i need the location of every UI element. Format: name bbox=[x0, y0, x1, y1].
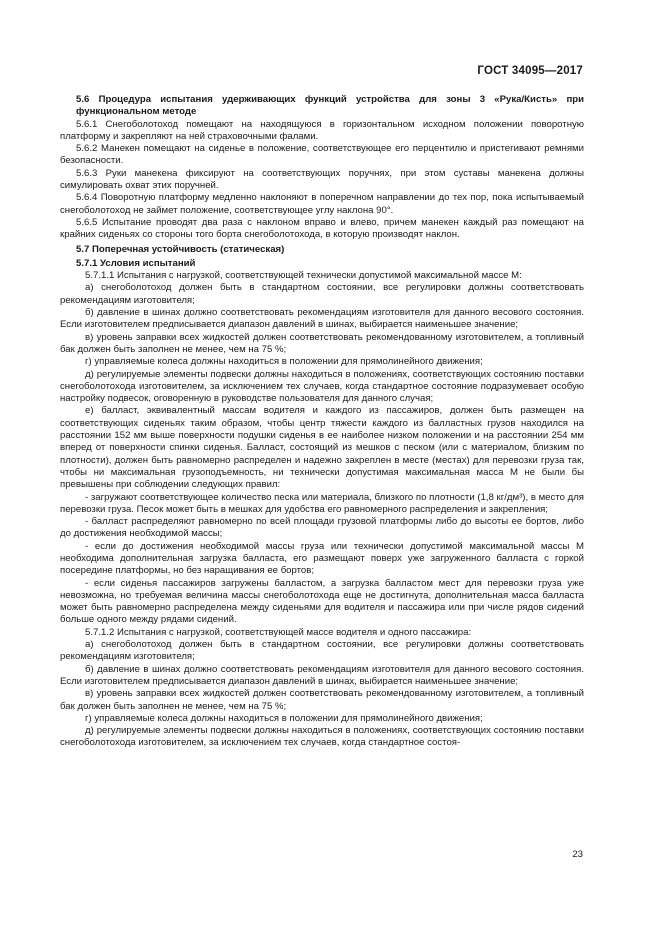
body-paragraph: б) давление в шинах должно соответствовать рекомендациям изготовителя для данного весового состояния. Если изготовителем предписывается диапазон давлений в шинах, выбирается наименьшее значение; bbox=[60, 307, 584, 331]
body-paragraph: е) балласт, эквивалентный массам водителя и каждого из пассажиров, должен быть размещен на соответствующих сиденьях таким образом, чтобы центр тяжести каждого из балластных грузов находился на расстоянии 152 мм выше поверхности подушки сиденья в ее наиболее низком положении и на расстоянии 254 мм вперед от поверхности спинки сиденья. Балласт, состоящий из мешков с песком (или с материалом, близким по плотности), должен быть равномерно распределен и надежно закреплен в месте (местах) для перевозки груза так, чтобы ни максимальная грузоподъемность, ни технически допустимая максимальная масса M не были бы превышены при соблюдении следующих правил: bbox=[60, 405, 584, 491]
body-paragraph: 5.6.3 Руки манекена фиксируют на соответствующих поручнях, при этом суставы манекена должны симулировать охват этих поручней. bbox=[60, 167, 584, 192]
body-paragraph: 5.6.5 Испытание проводят два раза с наклоном вправо и влево, причем манекен каждый раз помещают на крайних сиденьях со стороны того борта снегоболотохода, в которую производят наклон. bbox=[60, 216, 584, 241]
body-paragraph: - балласт распределяют равномерно по всей площади грузовой платформы либо до высоты ее бортов, либо до достижения необходимой массы; bbox=[60, 516, 584, 540]
body-paragraph: в) уровень заправки всех жидкостей должен соответствовать рекомендованному изготовителем, а топливный бак должен быть заполнен не менее, чем на 75 %; bbox=[60, 331, 584, 355]
body-paragraph: 5.6.2 Манекен помещают на сиденье в положение, соответствующее его перцентилю и пристегивают ремнями безопасности. bbox=[60, 143, 584, 167]
document-body bbox=[60, 94, 584, 750]
body-paragraph: б) давление в шинах должно соответствовать рекомендациям изготовителя для данного весового состояния. Если изготовителем предписывается диапазон давлений в шинах, выбирается наименьшее значение; bbox=[60, 663, 584, 687]
body-paragraph: в) уровень заправки всех жидкостей должен соответствовать рекомендованному изготовителем, а топливный бак должен быть заполнен не менее, чем на 75 %; bbox=[60, 688, 584, 712]
body-paragraph: - если сиденья пассажиров загружены балластом, а загрузка балластом мест для перевозки груза уже невозможна, но требуемая величина массы снегоболотохода еще не достигнута, дополнительная масса балласта может быть равномерно распределена между сиденьями для водителя и пассажира или при числе рядов сидений больше одного между рядами сидений. bbox=[60, 577, 584, 626]
body-paragraph: - если до достижения необходимой массы груза или технически допустимой максимальной массы M необходима дополнительная загрузка балласта, его размещают поверх уже загруженного балласта с горкой посередине платформы, но без наращивания ее бортов; bbox=[60, 540, 584, 577]
body-paragraph: 5.7.1.1 Испытания с нагрузкой, соответствующей технически допустимой максимальной массе M: bbox=[85, 270, 522, 282]
body-paragraph: а) снегоболотоход должен быть в стандартном состоянии, все регулировки должны соответствовать рекомендациям изготовителя; bbox=[60, 282, 584, 306]
body-paragraph: 5.6.4 Поворотную платформу медленно наклоняют в поперечном направлении до тех пор, пока испытываемый снегоболотоход не займет положение, соответствующее углу наклона 90°. bbox=[60, 192, 584, 216]
section-heading: 5.7.1 Условия испытаний bbox=[76, 257, 196, 269]
body-paragraph: - загружают соответствующее количество песка или материала, близкого по плотности (1,8 кг/дм³), в место для перевозки груза. Песок может быть в мешках для удобства его равномерного распределения и закрепления; bbox=[60, 491, 584, 515]
document-header-id: ГОСТ 34095—2017 bbox=[477, 65, 583, 77]
body-paragraph: 5.7.1.2 Испытания с нагрузкой, соответствующей массе водителя и одного пассажира: bbox=[85, 626, 472, 638]
section-heading: 5.6 Процедура испытания удерживающих функций устройства для зоны 3 «Рука/Кисть» при функциональном методе bbox=[76, 94, 584, 118]
body-paragraph: г) управляемые колеса должны находиться в положении для прямолинейного движения; bbox=[85, 712, 483, 724]
section-heading: 5.7 Поперечная устойчивость (статическая) bbox=[76, 243, 285, 255]
body-paragraph: 5.6.1 Снегоболотоход помещают на находящуюся в горизонтальном исходном положении поворотную платформу и закрепляют на ней страховочными фалами. bbox=[60, 118, 584, 142]
page-number: 23 bbox=[572, 849, 583, 860]
body-paragraph: д) регулируемые элементы подвески должны находиться в положениях, соответствующих состоянию поставки снегоболотохода изготовителем, за исключением тех случаев, когда стандартное состояние подразумевает особую настройку подвесок, оговоренную в руководстве пользователя для данного случая; bbox=[60, 368, 584, 405]
body-paragraph: г) управляемые колеса должны находиться в положении для прямолинейного движения; bbox=[85, 356, 483, 368]
body-paragraph: д) регулируемые элементы подвески должны находиться в положениях, соответствующих состоянию поставки снегоболотохода изготовителем, за исключением тех случаев, когда стандартное состоя- bbox=[60, 725, 584, 749]
body-paragraph: а) снегоболотоход должен быть в стандартном состоянии, все регулировки должны соответствовать рекомендациям изготовителя; bbox=[60, 639, 584, 663]
